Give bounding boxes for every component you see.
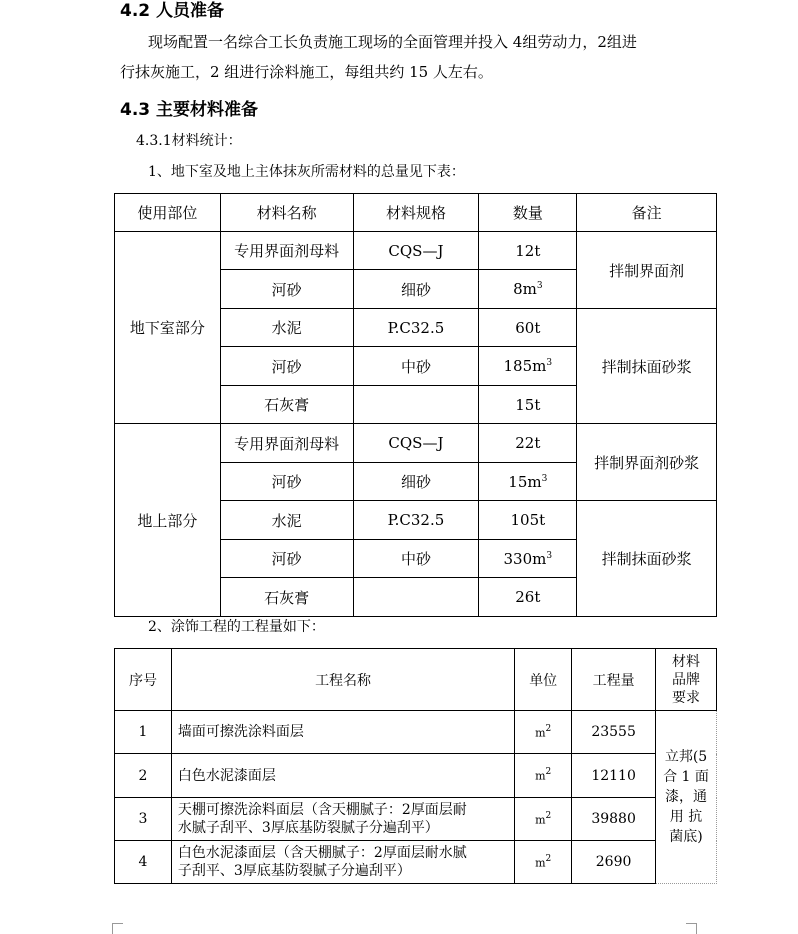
header-cell: 工程名称 bbox=[171, 649, 514, 711]
material-spec: 中砂 bbox=[353, 540, 479, 578]
brand-header-line: 品牌 bbox=[672, 671, 701, 688]
work-name bbox=[171, 754, 514, 798]
heading-4-2: 4.2 人员准备 bbox=[120, 1, 225, 21]
material-spec bbox=[353, 578, 479, 617]
material-name: 河砂 bbox=[220, 347, 353, 386]
work-name-line: 墙面可擦洗涂料面层 bbox=[177, 724, 304, 740]
qty-value: 330m bbox=[503, 549, 547, 568]
unit-value: m bbox=[535, 769, 546, 783]
brand-line: 用 抗 bbox=[669, 809, 703, 825]
row-number: 3 bbox=[115, 798, 172, 841]
material-qty bbox=[479, 347, 577, 386]
header-cell: 材料规格 bbox=[353, 194, 479, 232]
subheading-4-3-1: 4.3.1材料统计： bbox=[136, 133, 242, 149]
brand-line: 立邦(5 bbox=[664, 749, 708, 765]
work-name-line: 白色水泥漆面层（含天棚腻子：2厚面层耐水腻 bbox=[177, 845, 467, 861]
brand-header-line: 要求 bbox=[672, 689, 701, 706]
unit-cell bbox=[515, 841, 572, 884]
table-row bbox=[115, 841, 717, 884]
unit-exponent: 3 bbox=[541, 473, 548, 484]
qty-value: 15m bbox=[508, 472, 542, 491]
brand-line: 合 1 面 bbox=[663, 769, 709, 785]
header-cell: 使用部位 bbox=[115, 194, 221, 232]
unit-cell bbox=[515, 798, 572, 841]
note-cell: 拌制界面剂 bbox=[577, 232, 717, 309]
quantity-cell: 39880 bbox=[572, 798, 656, 841]
material-qty: 26t bbox=[479, 578, 577, 617]
material-name: 河砂 bbox=[220, 463, 353, 501]
material-qty bbox=[479, 463, 577, 501]
row-number: 2 bbox=[115, 754, 172, 798]
part-cell: 地下室部分 bbox=[115, 232, 221, 424]
unit-exponent: 2 bbox=[545, 810, 552, 821]
work-name-line: 水腻子刮平、3厚底基防裂腻子分遍刮平） bbox=[177, 820, 439, 836]
material-name: 专用界面剂母料 bbox=[220, 424, 353, 463]
qty-value: 185m bbox=[503, 357, 547, 375]
material-spec: CQS—J bbox=[353, 232, 479, 270]
material-qty bbox=[479, 270, 577, 309]
quantity-cell: 2690 bbox=[572, 841, 656, 884]
table-row bbox=[115, 232, 717, 270]
material-name: 河砂 bbox=[220, 270, 353, 309]
coating-works-table bbox=[114, 648, 717, 884]
material-qty: 12t bbox=[479, 232, 577, 270]
header-cell: 序号 bbox=[115, 649, 172, 711]
material-spec: P.C32.5 bbox=[353, 501, 479, 540]
crop-mark-right bbox=[686, 923, 697, 934]
table-header-row bbox=[115, 649, 717, 711]
paragraph-line-2: 行抹灰施工，2 组进行涂料施工，每组共约 15 人左右。 bbox=[120, 63, 493, 81]
unit-value: m bbox=[535, 856, 546, 870]
work-name-line: 白色水泥漆面层 bbox=[177, 767, 276, 784]
unit-value: m bbox=[535, 726, 546, 740]
table2-caption: 2、涂饰工程的工程量如下： bbox=[148, 619, 325, 635]
material-spec: 细砂 bbox=[353, 270, 479, 309]
material-name: 河砂 bbox=[220, 540, 353, 578]
part-cell: 地上部分 bbox=[115, 424, 221, 617]
brand-line: 菌底) bbox=[669, 829, 703, 845]
unit-exponent: 3 bbox=[546, 358, 553, 368]
heading-4-3: 4.3 主要材料准备 bbox=[120, 100, 259, 120]
brand-header-cell bbox=[656, 649, 717, 711]
material-name: 石灰膏 bbox=[220, 578, 353, 617]
unit-value: m bbox=[535, 813, 546, 827]
brand-cell bbox=[656, 711, 717, 884]
header-cell: 数量 bbox=[479, 194, 577, 232]
material-name: 水泥 bbox=[220, 501, 353, 540]
material-spec bbox=[353, 386, 479, 424]
unit-exponent: 2 bbox=[545, 853, 552, 864]
material-qty: 105t bbox=[479, 501, 577, 540]
material-name: 专用界面剂母料 bbox=[220, 232, 353, 270]
quantity-cell: 12110 bbox=[572, 754, 656, 798]
table-header-row bbox=[115, 194, 717, 232]
work-name bbox=[171, 841, 514, 884]
header-cell: 工程量 bbox=[572, 649, 656, 711]
material-qty: 60t bbox=[479, 309, 577, 347]
quantity-cell: 23555 bbox=[572, 711, 656, 754]
work-name-line: 子刮平、3厚底基防裂腻子分遍刮平） bbox=[177, 863, 411, 879]
unit-cell bbox=[515, 754, 572, 798]
paragraph-line-1: 现场配置一名综合工长负责施工现场的全面管理并投入 4组劳动力，2组进 bbox=[148, 33, 637, 51]
material-name: 水泥 bbox=[220, 309, 353, 347]
material-spec: P.C32.5 bbox=[353, 309, 479, 347]
unit-exponent: 3 bbox=[546, 550, 553, 561]
work-name bbox=[171, 798, 514, 841]
table-row bbox=[115, 754, 717, 798]
table1-caption: 1、地下室及地上主体抹灰所需材料的总量见下表： bbox=[148, 164, 465, 180]
table-row bbox=[115, 711, 717, 754]
header-cell: 材料名称 bbox=[220, 194, 353, 232]
material-qty bbox=[479, 540, 577, 578]
unit-exponent: 2 bbox=[545, 723, 552, 734]
material-qty: 15t bbox=[479, 386, 577, 424]
unit-exponent: 2 bbox=[545, 767, 552, 778]
row-number: 4 bbox=[115, 841, 172, 884]
note-cell: 拌制抹面砂浆 bbox=[577, 501, 717, 617]
unit-cell bbox=[515, 711, 572, 754]
materials-table bbox=[114, 193, 717, 617]
table-row bbox=[115, 798, 717, 841]
note-cell: 拌制界面剂砂浆 bbox=[577, 424, 717, 501]
brand-line: 漆，通 bbox=[665, 789, 708, 805]
material-spec: CQS—J bbox=[353, 424, 479, 463]
row-number: 1 bbox=[115, 711, 172, 754]
brand-header-line: 材料 bbox=[672, 653, 701, 670]
note-cell: 拌制抹面砂浆 bbox=[577, 309, 717, 424]
material-name: 石灰膏 bbox=[220, 386, 353, 424]
material-qty: 22t bbox=[479, 424, 577, 463]
work-name-line: 天棚可擦洗涂料面层（含天棚腻子：2厚面层耐 bbox=[177, 802, 467, 818]
header-cell: 备注 bbox=[577, 194, 717, 232]
table-row bbox=[115, 424, 717, 463]
qty-value: 8m bbox=[513, 280, 537, 298]
unit-exponent: 3 bbox=[536, 281, 543, 291]
work-name bbox=[171, 711, 514, 754]
crop-mark-left bbox=[112, 923, 123, 934]
material-spec: 中砂 bbox=[353, 347, 479, 386]
header-cell: 单位 bbox=[515, 649, 572, 711]
material-spec: 细砂 bbox=[353, 463, 479, 501]
